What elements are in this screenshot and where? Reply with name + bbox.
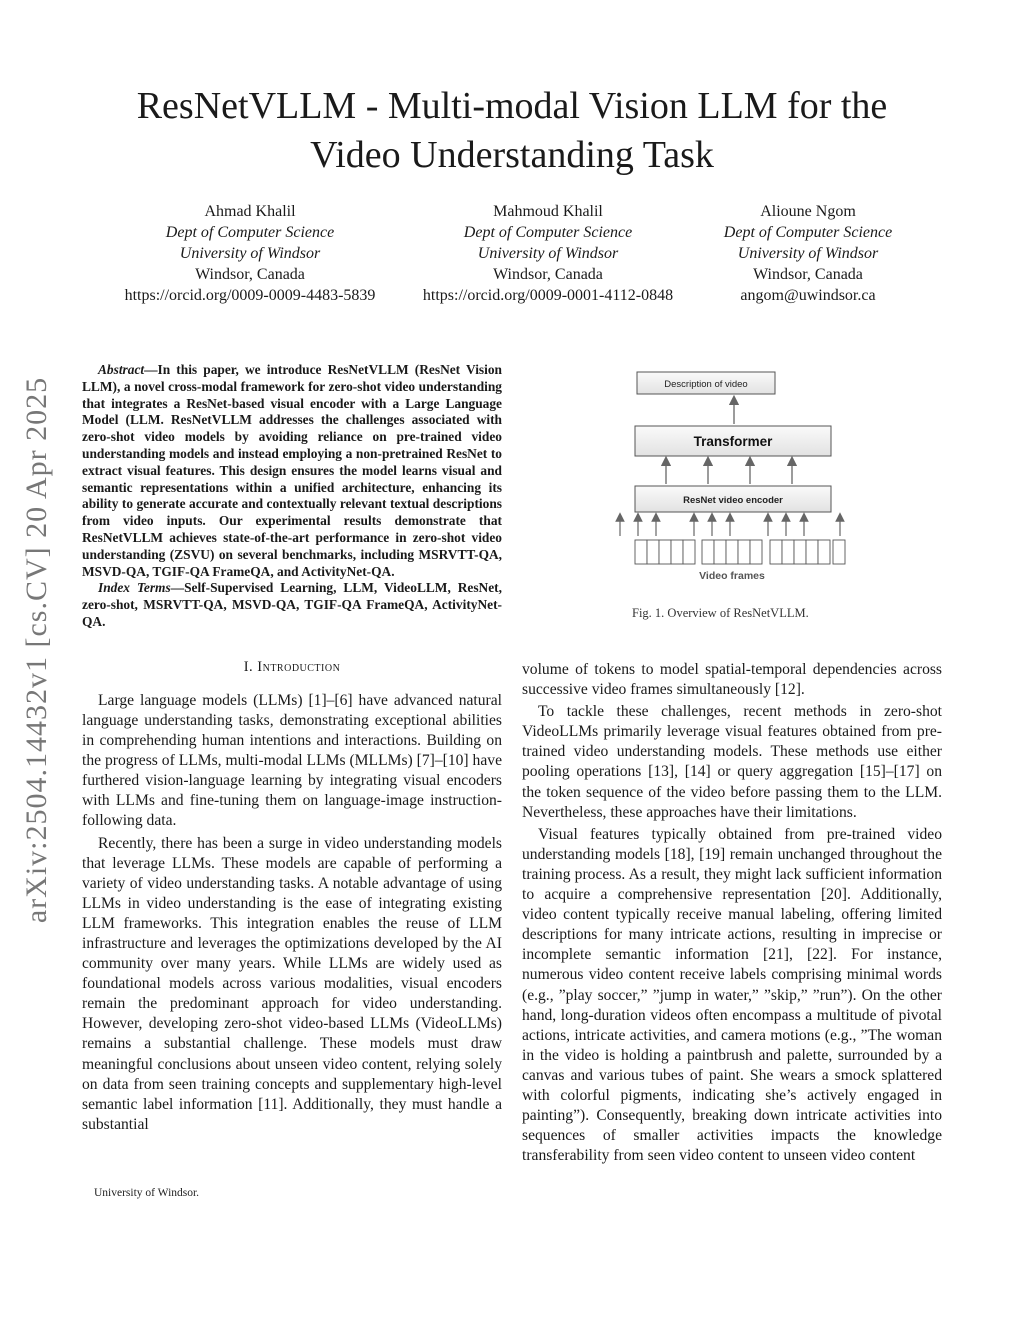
author-univ: University of Windsor: [737, 245, 879, 262]
author-location: Windsor, Canada: [753, 266, 863, 283]
author-name: Ahmad Khalil: [204, 203, 296, 220]
description-label: Description of video: [664, 379, 748, 390]
intro-paragraph-2: Recently, there has been a surge in video understanding models that leverage LLMs. These models are capable of performing a variety of video understanding tasks. A notable advantage of using LLMs in video understanding is the ease of integrating existing LLM frameworks. This integration enables the reuse of LLM infrastructure and leverages the optimizations developed by the AI community over many years. While LLMs are widely used as foundational models across various modalities, visual encoders remain the predominant approach for video understanding. However, developing zero-shot video-based LLMs (VideoLLMs) remains a substantial challenge. These models must draw meaningful conclusions about unseen video content, relying solely on data from seen training concepts and supplementary high-level semantic label information [11]. Additionally, they must handle a substantial: [82, 834, 502, 1133]
figure-caption: Fig. 1. Overview of ResNetVLLM.: [632, 606, 809, 620]
author-name: Mahmoud Khalil: [493, 203, 603, 220]
section-heading-introduction: I. Introduction: [243, 658, 341, 675]
index-terms-label: Index Terms: [98, 580, 171, 596]
paper-title: [60, 82, 964, 180]
index-terms: [82, 580, 502, 630]
author-dept: Dept of Computer Science: [463, 224, 633, 241]
frame-arrows: [620, 517, 840, 536]
right-paragraph-2: To tackle these challenges, recent methods in zero-shot VideoLLMs primarily leverage visual features obtained from pre-trained video understanding models. These methods use either pooling operations [13], [14] or query aggregation [15]–[17] on the token sequence of the video before passing them to the LLM. Nevertheless, these approaches have their limitations.: [522, 703, 942, 821]
author-dept: Dept of Computer Science: [165, 224, 335, 241]
right-paragraph-1: volume of tokens to model spatial-temporal dependencies across successive video frames simultaneously [12].: [522, 661, 942, 699]
author-univ: University of Windsor: [477, 245, 619, 262]
intro-paragraph-1: Large language models (LLMs) [1]–[6] have advanced natural language understanding tasks, demonstrating exceptional abilities in comprehending human intentions and interactions. Building on the progress of LLMs, multi-modal LLMs (MLLMs) [7]–[10] have furthered vision-language learning by integrating visual encoders with LLMs and fine-tuning them on language-image instruction-following data.: [82, 691, 502, 830]
author-location: Windsor, Canada: [195, 266, 305, 283]
video-frames-group-3: [770, 540, 830, 564]
footnote: University of Windsor.: [94, 1187, 200, 1199]
abstract: [82, 362, 502, 580]
video-frames-group-4: [833, 540, 845, 564]
author-orcid: https://orcid.org/0009-0001-4112-0848: [422, 287, 674, 304]
left-column: [82, 362, 502, 1137]
author-orcid: https://orcid.org/0009-0009-4483-5839: [124, 287, 376, 304]
author-1: [85, 201, 415, 306]
author-name: Alioune Ngom: [760, 203, 856, 220]
arxiv-sidebar: [12, 350, 62, 950]
arxiv-identifier: arXiv:2504.14432v1 [cs.CV] 20 Apr 2025: [20, 376, 53, 924]
title-line-1: ResNetVLLM - Multi-modal Vision LLM for the: [136, 85, 888, 127]
architecture-diagram: [610, 360, 860, 590]
author-3: [643, 201, 973, 306]
figure-1: [610, 360, 860, 590]
abstract-text: —In this paper, we introduce ResNetVLLM (ResNet Vision LLM), a novel cross-modal framework for zero-shot video understanding that integrates a ResNet-based visual encoder with a Large Language Model (LLM. ResNetVLLM addresses the challenges associated with zero-shot video models by avoiding reliance on pre-trained video understanding models and instead employing a non-pretrained ResNet to extract visual features. This design ensures the model learns visual and semantic representations within a unified architecture, enhancing its ability to generate accurate and contextually relevant textual descriptions from video inputs. Our experimental results demonstrate that ResNetVLLM achieves state-of-the-art performance in zero-shot video understanding (ZSVU) on several benchmarks, including MSRVTT-QA, MSVD-QA, TGIF-QA FrameQA, and ActivityNet-QA.: [82, 362, 502, 579]
encoder-label: ResNet video encoder: [683, 495, 783, 506]
title-line-2: Video Understanding Task: [310, 134, 714, 176]
author-location: Windsor, Canada: [493, 266, 603, 283]
author-dept: Dept of Computer Science: [723, 224, 893, 241]
right-column: [522, 660, 942, 1168]
frames-label: Video frames: [699, 570, 765, 582]
abstract-label: Abstract: [98, 362, 145, 377]
video-frames-group-1: [635, 540, 695, 564]
transformer-label: Transformer: [693, 434, 773, 449]
video-frames-group-2: [702, 540, 762, 564]
author-univ: University of Windsor: [179, 245, 321, 262]
right-paragraph-3: Visual features typically obtained from pre-trained video understanding models [18], [19] remain unchanged throughout the training process. As a result, they might lack sufficient information to acquire a comprehensive representation [20]. Additionally, video content typically receive manual labeling, offering limited descriptions for many intricate actions, resulting in imprecise or incomplete semantic information [21], [22]. For instance, numerous video content receive labels comprising minimal words (e.g., ”play soccer,” ”jump in water,” ”skip,” ”run”). On the other hand, long-duration videos often encompass a multitude of pivotal actions, intricate activities, and camera motions (e.g., ”The woman in the video is holding a paintbrush and palette, surrounded by a canvas and various tubes of paint. She wears a smock splattered with colorful pigments, indicating she’s actively engaged in painting”). Consequently, breaking down intricate activities into sequences of smaller activities impacts the knowledge transferability from seen video content to unseen video content: [522, 825, 942, 1165]
author-email: angom@uwindsor.ca: [740, 287, 876, 304]
index-terms-text: —Self-Supervised Learning, LLM, VideoLLM, ResNet, zero-shot, MSRVTT-QA, MSVD-QA, TGIF-QA FrameQA, ActivityNet-QA.: [82, 580, 502, 629]
